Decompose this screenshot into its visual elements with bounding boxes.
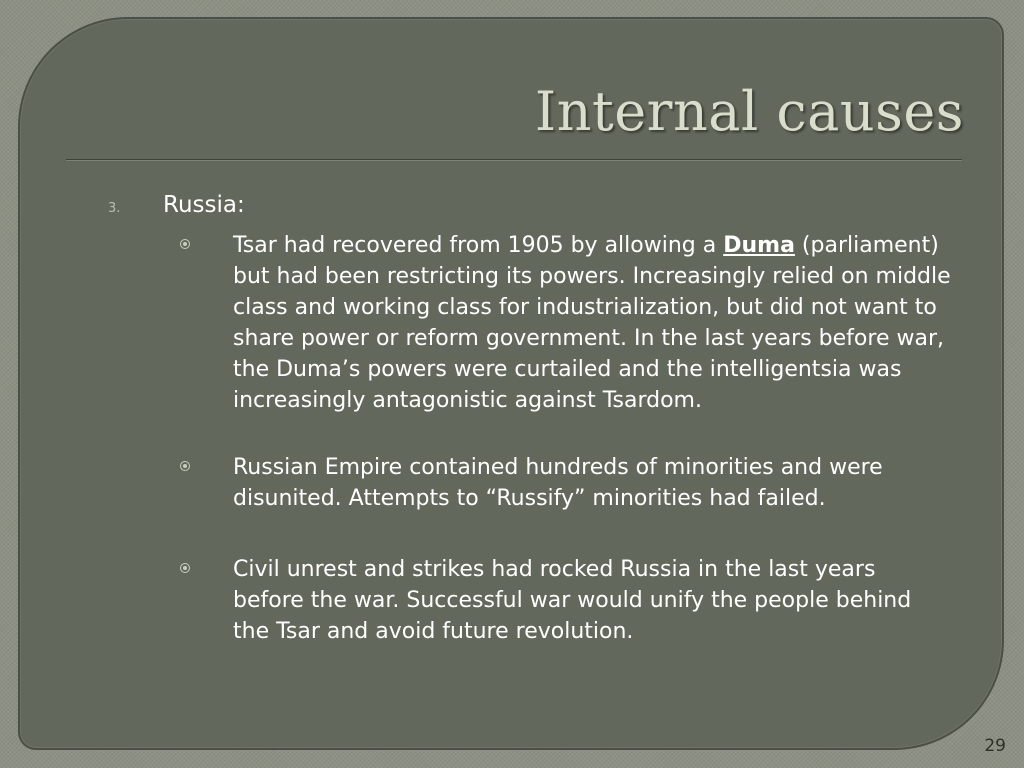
duma-term: Duma (723, 233, 795, 258)
circled-dot-icon (180, 563, 190, 573)
circled-dot-icon (180, 461, 190, 471)
page-number: 29 (984, 736, 1006, 756)
bullet-text-before: Tsar had recovered from 1905 by allowing a (233, 233, 724, 258)
bullet-text (233, 230, 953, 416)
list-item-label: Russia: (163, 192, 245, 218)
circled-dot-icon (180, 239, 190, 249)
bullet-text: Civil unrest and strikes had rocked Russia in the last years before the war. Successful war would unify the people behind the Tsar and avoid future revolution. (233, 557, 912, 644)
slide-title: Internal causes (534, 80, 964, 143)
list-number: 3. (108, 201, 121, 216)
bullet-text: Russian Empire contained hundreds of minorities and were disunited. Attempts to “Russify” minorities had failed. (233, 455, 883, 511)
bullet-text-after: (parliament) but had been restricting its powers. Increasingly relied on middle class and working class for industrialization, but did not want to share power or reform government. In the last years before war, the Duma’s powers were curtailed and the intelligentsia was increasingly antagonistic against Tsardom. (233, 233, 951, 413)
title-divider (66, 159, 962, 161)
